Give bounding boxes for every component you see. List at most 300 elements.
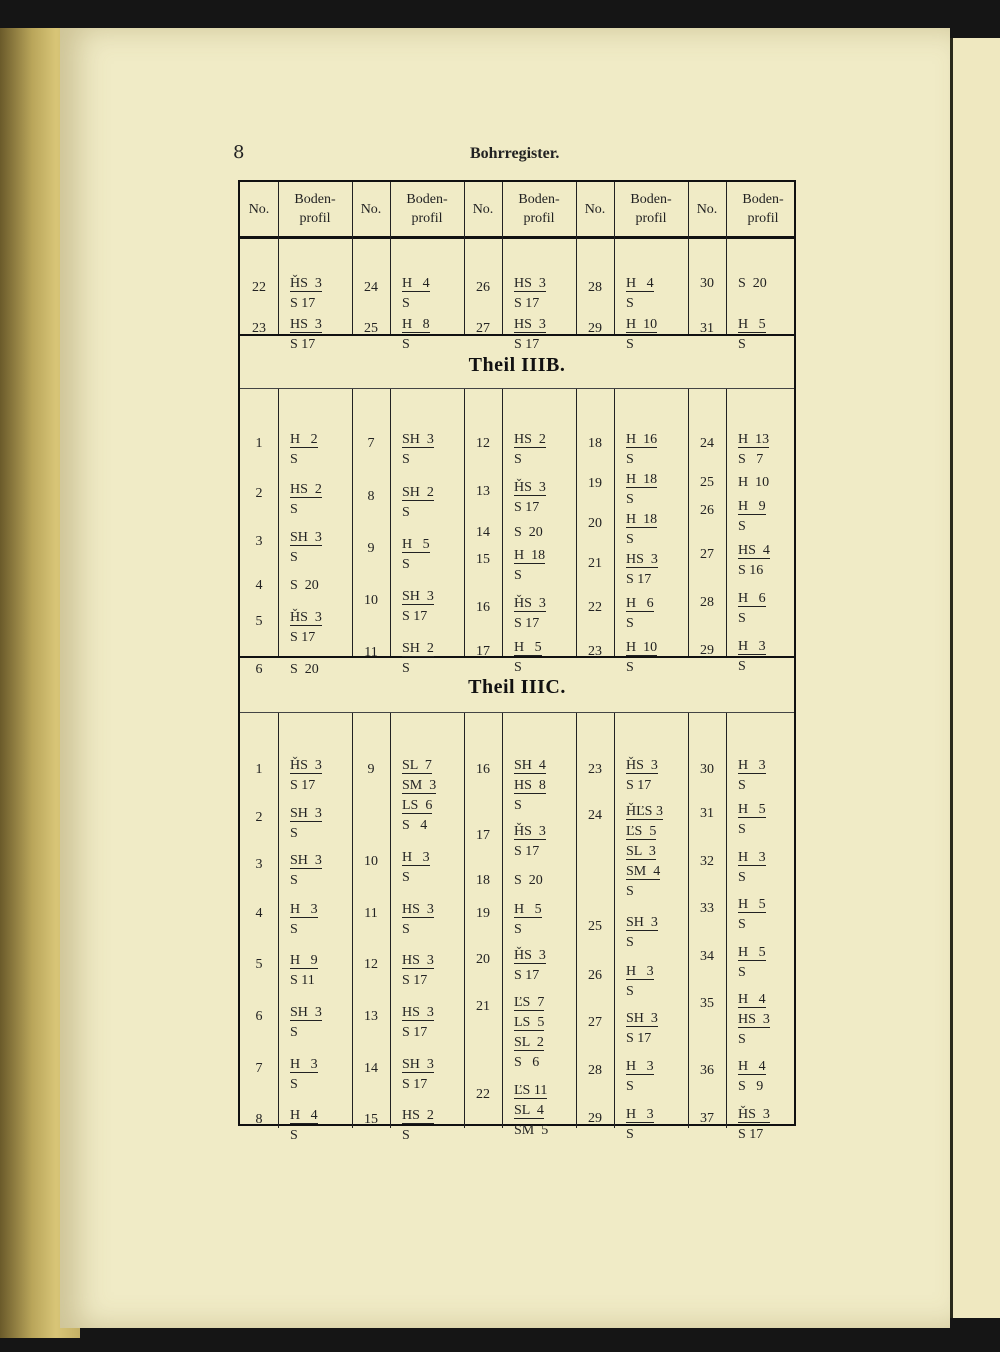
profile-layer: S: [626, 452, 634, 467]
profile-layer: S: [290, 873, 298, 888]
bore-number: 22: [476, 1087, 490, 1102]
profile-layer: S 17: [514, 844, 540, 859]
profile-layer: LS 6: [402, 798, 433, 813]
bore-number: 30: [700, 762, 714, 777]
profile-layer: S: [290, 826, 298, 841]
profile-layer: H 4: [626, 276, 654, 291]
header-no: No.: [472, 202, 494, 217]
soil-profile: [290, 902, 318, 942]
profile-layer: ĽS 7: [514, 995, 545, 1010]
bore-number: 37: [700, 1111, 714, 1126]
rule-after-section-b-title: [240, 388, 794, 389]
bore-number: 19: [588, 476, 602, 491]
bore-number: 36: [700, 1063, 714, 1078]
bore-number: 35: [700, 996, 714, 1011]
profile-layer: H 5: [514, 902, 542, 917]
column-rule: [464, 713, 465, 1128]
soil-profile: [738, 758, 766, 798]
profile-layer: H 3: [290, 902, 318, 917]
soil-profile: [402, 1057, 434, 1097]
profile-layer: S 6: [514, 1055, 540, 1070]
profile-layer: S 4: [402, 818, 428, 833]
soil-profile: [626, 596, 654, 636]
bore-number: 33: [700, 901, 714, 916]
profile-layer: H 6: [738, 591, 766, 606]
profile-layer: S: [738, 1032, 746, 1047]
profile-layer: H 5: [738, 802, 766, 817]
bore-number: 24: [364, 280, 378, 295]
profile-layer: H 13: [738, 432, 770, 447]
profile-layer: S: [738, 965, 746, 980]
profile-layer: HS 3: [514, 276, 546, 291]
bore-number: 20: [588, 516, 602, 531]
soil-profile: [290, 1108, 318, 1148]
profile-layer: S 17: [514, 337, 540, 352]
soil-profile: [290, 1057, 318, 1097]
section-c-title: Theil IIIC.: [468, 676, 566, 698]
profile-layer: HS 3: [290, 317, 322, 332]
profile-layer: S: [402, 452, 410, 467]
soil-profile: [738, 992, 770, 1052]
profile-layer: S: [514, 660, 522, 675]
profile-layer: SH 2: [402, 485, 434, 500]
bore-number: 16: [476, 600, 490, 615]
profile-layer: HS 3: [514, 317, 546, 332]
profile-layer: H 5: [738, 897, 766, 912]
header-boden: Boden-: [518, 192, 560, 207]
profile-layer: HS 3: [738, 1012, 770, 1027]
profile-layer: S: [738, 659, 746, 674]
profile-layer: SH 3: [290, 530, 322, 545]
profile-layer: HS 4: [738, 543, 770, 558]
bore-number: 17: [476, 644, 490, 659]
soil-profile: [514, 317, 546, 357]
profile-layer: S 17: [402, 973, 428, 988]
profile-layer: S: [738, 822, 746, 837]
column-rule: [352, 389, 353, 656]
bore-number: 30: [700, 276, 714, 291]
header-boden: Boden-: [742, 192, 784, 207]
profile-layer: SL 2: [514, 1035, 544, 1050]
soil-profile: [626, 317, 657, 357]
column-rule: [390, 389, 391, 656]
soil-profile: [290, 317, 322, 357]
profile-layer: S 20: [290, 578, 319, 593]
bore-number: 31: [700, 321, 714, 336]
bore-number: 4: [255, 906, 263, 921]
soil-profile: [514, 480, 546, 520]
page-number: 8: [233, 142, 245, 163]
profile-layer: SH 3: [402, 589, 434, 604]
soil-profile: [626, 552, 658, 592]
soil-profile: [738, 475, 769, 495]
column-rule: [278, 713, 279, 1128]
profile-layer: S 17: [626, 572, 652, 587]
soil-profile: [738, 639, 766, 679]
bore-number: 3: [255, 857, 263, 872]
bore-number: 8: [367, 489, 375, 504]
bore-number: 18: [476, 873, 490, 888]
profile-layer: ȞS 3: [514, 948, 546, 963]
header-boden: Boden-: [406, 192, 448, 207]
header-profil: profil: [299, 211, 331, 226]
header-no: No.: [360, 202, 382, 217]
bore-number: 26: [700, 503, 714, 518]
bore-number: 9: [367, 541, 375, 556]
profile-layer: S 17: [402, 1025, 428, 1040]
bore-number: 20: [476, 952, 490, 967]
profile-layer: S 17: [514, 296, 540, 311]
profile-layer: S: [626, 1127, 634, 1142]
bore-number: 29: [588, 1111, 602, 1126]
header-bodenprofil: [726, 190, 800, 228]
profile-layer: S 17: [290, 337, 316, 352]
soil-profile: [738, 543, 770, 583]
profile-layer: ȞS 3: [514, 824, 546, 839]
profile-layer: ĽS 11: [514, 1083, 548, 1098]
profile-layer: SL 7: [402, 758, 432, 773]
soil-profile: [626, 915, 658, 955]
profile-layer: HS 2: [402, 1108, 434, 1123]
bore-number: 23: [252, 321, 266, 336]
bore-number: 17: [476, 828, 490, 843]
soil-profile: [514, 948, 546, 988]
bore-number: 34: [700, 949, 714, 964]
soil-profile: [402, 537, 430, 577]
bore-number: 28: [588, 280, 602, 295]
bore-number: 5: [255, 614, 263, 629]
soil-profile: [402, 953, 434, 993]
bore-register-table: [238, 180, 796, 1143]
profile-layer: HS 3: [626, 552, 658, 567]
profile-layer: S 17: [402, 609, 428, 624]
profile-layer: S 17: [738, 1127, 764, 1142]
soil-profile: [514, 873, 543, 893]
soil-profile: [738, 945, 766, 985]
profile-layer: S 20: [738, 276, 767, 291]
bore-number: 26: [588, 968, 602, 983]
bore-number: 28: [700, 595, 714, 610]
bore-number: 11: [364, 906, 378, 921]
profile-layer: ȞS 3: [626, 758, 658, 773]
soil-profile: [738, 1059, 766, 1099]
soil-profile: [514, 758, 546, 818]
profile-layer: H 2: [290, 432, 318, 447]
bore-number: 25: [364, 321, 378, 336]
profile-layer: S: [290, 550, 298, 565]
profile-layer: SH 4: [514, 758, 546, 773]
bore-number: 29: [700, 643, 714, 658]
soil-profile: [514, 1083, 548, 1143]
soil-profile: [738, 850, 766, 890]
bore-number: 12: [364, 957, 378, 972]
soil-profile: [514, 432, 546, 472]
bore-number: 14: [476, 525, 490, 540]
profile-layer: S: [738, 778, 746, 793]
header-bodenprofil: [278, 190, 352, 228]
profile-layer: S: [738, 337, 746, 352]
soil-profile: [738, 276, 767, 296]
profile-layer: HS 3: [402, 1005, 434, 1020]
soil-profile: [402, 758, 436, 838]
bore-number: 24: [588, 808, 602, 823]
profile-layer: S 17: [626, 778, 652, 793]
bore-number: 8: [255, 1112, 263, 1127]
profile-layer: H 3: [626, 964, 654, 979]
profile-layer: S: [402, 505, 410, 520]
column-rule: [502, 389, 503, 656]
profile-layer: H 4: [738, 992, 766, 1007]
bore-number: 9: [367, 762, 375, 777]
bore-number: 2: [255, 486, 263, 501]
profile-layer: H 5: [738, 945, 766, 960]
profile-layer: ȞS 3: [290, 758, 322, 773]
profile-layer: S 17: [290, 778, 316, 793]
profile-layer: HS 8: [514, 778, 546, 793]
bore-number: 1: [255, 762, 263, 777]
bore-number: 13: [476, 484, 490, 499]
profile-layer: S 17: [626, 1031, 652, 1046]
bore-number: 25: [700, 475, 714, 490]
profile-layer: S: [626, 935, 634, 950]
profile-layer: H 3: [626, 1059, 654, 1074]
profile-layer: H 4: [290, 1108, 318, 1123]
profile-layer: H 10: [626, 317, 658, 332]
soil-profile: [402, 432, 434, 472]
header-bodenprofil: [502, 190, 576, 228]
profile-layer: HS 2: [514, 432, 546, 447]
profile-layer: S: [290, 452, 298, 467]
bore-number: 5: [255, 957, 263, 972]
profile-layer: S: [402, 1128, 410, 1143]
profile-layer: S 17: [290, 630, 316, 645]
header-profil: profil: [523, 211, 555, 226]
profile-layer: S 16: [738, 563, 764, 578]
profile-layer: SM 5: [514, 1123, 549, 1138]
profile-layer: HS 3: [402, 902, 434, 917]
bore-number: 23: [588, 644, 602, 659]
profile-layer: S: [738, 917, 746, 932]
profile-layer: H 6: [626, 596, 654, 611]
soil-profile: [738, 591, 766, 631]
bore-number: 15: [364, 1112, 378, 1127]
soil-profile: [626, 1059, 654, 1099]
profile-layer: S: [290, 502, 298, 517]
profile-layer: HS 3: [402, 953, 434, 968]
bore-number: 22: [588, 600, 602, 615]
column-rule: [464, 389, 465, 656]
soil-profile: [626, 1107, 654, 1147]
bore-number: 28: [588, 1063, 602, 1078]
header-profil: profil: [747, 211, 779, 226]
profile-layer: S 7: [738, 452, 764, 467]
bore-number: 6: [255, 1009, 263, 1024]
bore-number: 7: [255, 1061, 263, 1076]
soil-profile: [514, 276, 546, 316]
profile-layer: S: [290, 1025, 298, 1040]
soil-profile: [290, 610, 322, 650]
bore-number: 15: [476, 552, 490, 567]
soil-profile: [738, 897, 766, 937]
profile-layer: ȞS 3: [290, 276, 322, 291]
soil-profile: [402, 902, 434, 942]
bore-number: 10: [364, 593, 378, 608]
bore-number: 27: [476, 321, 490, 336]
soil-profile: [738, 432, 769, 472]
soil-profile: [290, 530, 322, 570]
column-rule: [726, 389, 727, 656]
soil-profile: [402, 317, 430, 357]
bore-number: 29: [588, 321, 602, 336]
profile-layer: H 3: [290, 1057, 318, 1072]
profile-layer: SH 3: [626, 1011, 658, 1026]
soil-profile: [290, 953, 318, 993]
profile-layer: S 20: [514, 525, 543, 540]
soil-profile: [290, 276, 322, 316]
soil-profile: [738, 802, 766, 842]
bore-number: 12: [476, 436, 490, 451]
bore-number: 21: [588, 556, 602, 571]
soil-profile: [626, 472, 657, 512]
profile-layer: S: [738, 870, 746, 885]
profile-layer: SL 3: [626, 844, 656, 859]
profile-layer: H 18: [514, 548, 546, 563]
profile-layer: SH 3: [290, 1005, 322, 1020]
profile-layer: S: [626, 1079, 634, 1094]
profile-layer: S: [626, 532, 634, 547]
profile-layer: H 18: [626, 512, 658, 527]
profile-layer: ȞĽS 3: [626, 804, 663, 819]
header-no: No.: [248, 202, 270, 217]
bore-number: 2: [255, 810, 263, 825]
profile-layer: H 9: [738, 499, 766, 514]
header-rule: [240, 236, 794, 239]
header-profil: profil: [635, 211, 667, 226]
soil-profile: [514, 902, 542, 942]
soil-profile: [514, 548, 545, 588]
soil-profile: [290, 432, 318, 472]
bore-number: 10: [364, 854, 378, 869]
profile-layer: H 10: [738, 475, 770, 490]
profile-layer: S: [514, 798, 522, 813]
profile-layer: SH 3: [290, 853, 322, 868]
profile-layer: H 9: [290, 953, 318, 968]
soil-profile: [290, 853, 322, 893]
profile-layer: S 11: [290, 973, 315, 988]
bore-number: 14: [364, 1061, 378, 1076]
profile-layer: H 10: [626, 640, 658, 655]
profile-layer: SL 4: [514, 1103, 544, 1118]
header-boden: Boden-: [294, 192, 336, 207]
profile-layer: S: [626, 884, 634, 899]
profile-layer: S: [626, 616, 634, 631]
profile-layer: S: [402, 661, 410, 676]
profile-layer: H 3: [626, 1107, 654, 1122]
profile-layer: H 3: [738, 850, 766, 865]
header-no: No.: [696, 202, 718, 217]
soil-profile: [402, 485, 434, 525]
profile-layer: SH 3: [290, 806, 322, 821]
soil-profile: [738, 499, 766, 539]
column-rule: [502, 713, 503, 1128]
column-rule: [688, 713, 689, 1128]
profile-layer: H 4: [738, 1059, 766, 1074]
profile-layer: S: [626, 296, 634, 311]
soil-profile: [626, 276, 654, 316]
soil-profile: [514, 824, 546, 864]
bore-number: 18: [588, 436, 602, 451]
rule-after-section-c-title: [240, 712, 794, 713]
header-bodenprofil: [390, 190, 464, 228]
profile-layer: SH 3: [402, 432, 434, 447]
profile-layer: H 3: [738, 639, 766, 654]
bore-number: 25: [588, 919, 602, 934]
bore-number: 6: [255, 662, 263, 677]
bore-number: 27: [588, 1015, 602, 1030]
profile-layer: S: [290, 922, 298, 937]
profile-layer: S: [290, 1128, 298, 1143]
bore-number: 11: [364, 645, 378, 660]
profile-layer: S: [626, 337, 634, 352]
bore-number: 4: [255, 578, 263, 593]
column-rule: [614, 389, 615, 656]
soil-profile: [626, 512, 657, 552]
profile-layer: ȞS 3: [290, 610, 322, 625]
profile-layer: S 17: [514, 968, 540, 983]
profile-layer: H 5: [514, 640, 542, 655]
profile-layer: S 17: [402, 1077, 428, 1092]
header-no: No.: [584, 202, 606, 217]
section-b-title: Theil IIIB.: [468, 354, 566, 376]
header-profil: profil: [411, 211, 443, 226]
profile-layer: S: [738, 611, 746, 626]
profile-layer: LS 5: [514, 1015, 545, 1030]
profile-layer: ĽS 5: [626, 824, 657, 839]
soil-profile: [402, 589, 434, 629]
profile-layer: H 18: [626, 472, 658, 487]
bore-number: 21: [476, 999, 490, 1014]
soil-profile: [626, 432, 657, 472]
profile-layer: S: [514, 568, 522, 583]
profile-layer: HS 2: [290, 482, 322, 497]
profile-layer: SM 3: [402, 778, 437, 793]
profile-layer: ȞS 3: [738, 1107, 770, 1122]
bore-number: 3: [255, 534, 263, 549]
profile-layer: S: [626, 984, 634, 999]
soil-profile: [402, 1108, 434, 1148]
profile-layer: SH 2: [402, 641, 434, 656]
soil-profile: [290, 662, 319, 682]
profile-layer: H 5: [738, 317, 766, 332]
profile-layer: S: [402, 557, 410, 572]
next-page-edge: [950, 38, 1000, 1318]
soil-profile: [514, 995, 544, 1075]
profile-layer: H 3: [738, 758, 766, 773]
profile-layer: ȞS 3: [514, 480, 546, 495]
bore-number: 26: [476, 280, 490, 295]
bore-number: 16: [476, 762, 490, 777]
bore-number: 19: [476, 906, 490, 921]
soil-profile: [514, 525, 543, 545]
column-rule: [390, 713, 391, 1128]
profile-layer: S: [626, 660, 634, 675]
profile-layer: S: [514, 452, 522, 467]
soil-profile: [402, 276, 430, 316]
profile-layer: ȞS 3: [514, 596, 546, 611]
soil-profile: [626, 758, 658, 798]
column-rule: [576, 713, 577, 1128]
soil-profile: [738, 317, 766, 357]
